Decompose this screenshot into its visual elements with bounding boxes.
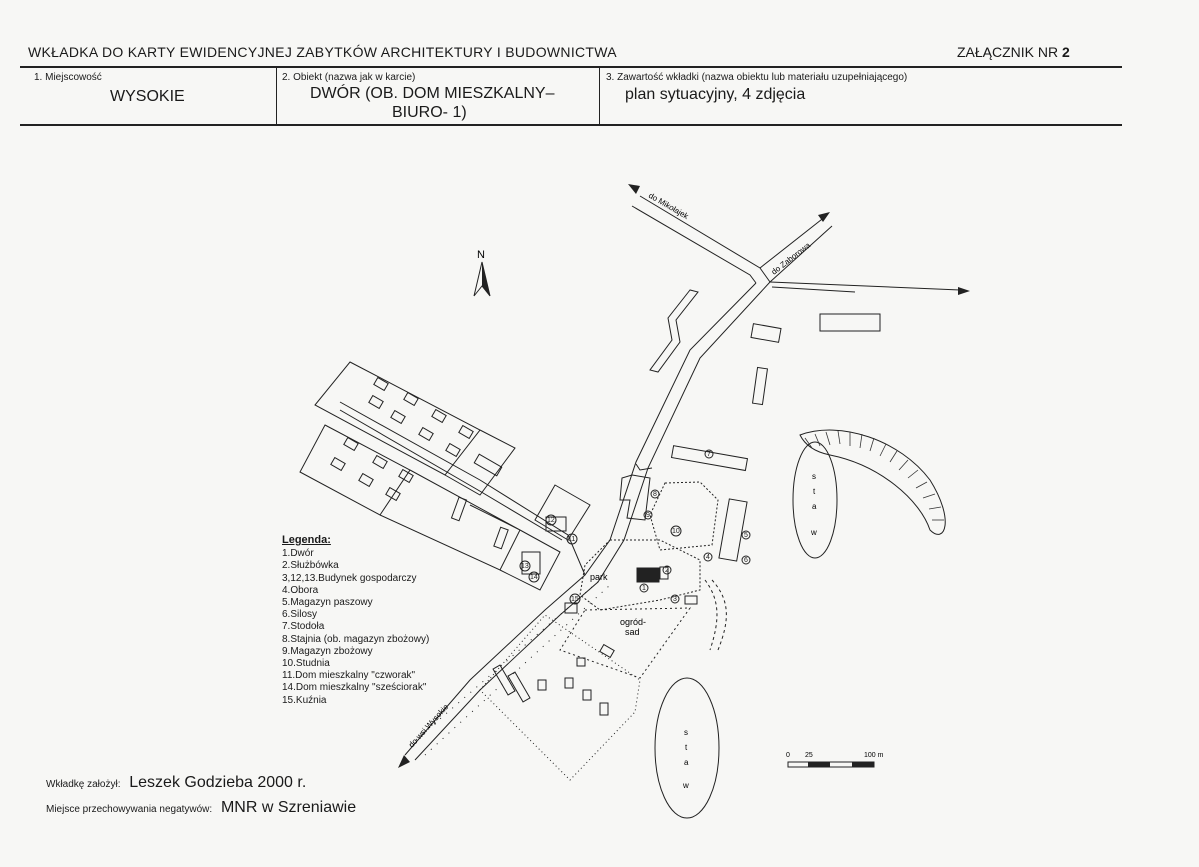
field-south — [480, 615, 640, 780]
marker-15: 15 — [571, 596, 579, 603]
legend-item: 4.Obora — [282, 584, 319, 596]
building-north-4 — [753, 367, 768, 404]
storage-row — [46, 799, 356, 817]
marker-8: 8 — [653, 491, 657, 498]
marker-10: 10 — [672, 528, 680, 535]
pond-letter: w — [811, 528, 817, 537]
marker-14: 14 — [530, 574, 538, 581]
attachment-label: ZAŁĄCZNIK NR — [957, 44, 1059, 60]
scale-start: 0 — [786, 752, 790, 759]
marker-7: 7 — [707, 451, 711, 458]
legend-item: 10.Studnia — [282, 658, 330, 670]
locality-value: WYSOKIE — [110, 88, 185, 105]
author-value: Leszek Godzieba 2000 r. — [129, 774, 307, 791]
pond-north-label — [810, 472, 817, 537]
road-mikolajki — [632, 196, 770, 283]
attachment-number-value: 2 — [1062, 44, 1070, 60]
buildings-south — [493, 645, 614, 715]
building-15 — [565, 603, 577, 613]
marker-4: 4 — [706, 554, 710, 561]
building-north-1 — [650, 290, 698, 372]
marker-3: 3 — [673, 596, 677, 603]
legend-item: 6.Silosy — [282, 609, 318, 621]
legend-item: 15.Kuźnia — [282, 694, 327, 706]
card-title: WKŁADKA DO KARTY EWIDENCYJNEJ ZABYTKÓW ARCHITEKTURY I BUDOWNICTWA — [28, 44, 617, 60]
pond-letter: w — [683, 781, 689, 790]
legend-item: 11.Dom mieszkalny "czworak" — [282, 670, 416, 682]
pond-letter: t — [685, 743, 688, 752]
marker-9: 9 — [646, 512, 650, 519]
north-arrow-icon — [474, 262, 490, 296]
legend-item: 9.Magazyn zbożowy — [282, 645, 373, 657]
building-3 — [685, 596, 697, 604]
scale-bar — [788, 762, 874, 767]
storage-label: Miejsce przechowywania negatywów: — [46, 804, 213, 815]
pond-letter: t — [813, 487, 816, 496]
legend-item: 14.Dom mieszkalny "sześciorak" — [282, 682, 427, 694]
object-value-line2: BIURO- 1) — [392, 104, 467, 121]
marker-12: 12 — [547, 517, 555, 524]
content-label: 3. Zawartość wkładki (nazwa obiektu lub materiału uzupełniającego) — [606, 72, 908, 83]
legend-item: 7.Stodoła — [282, 621, 325, 633]
track-east — [705, 580, 726, 650]
legend-title: Legenda: — [282, 534, 331, 546]
orchard-label-1: ogród- — [620, 617, 647, 627]
scale-end: 100 m — [864, 752, 884, 759]
orchard-label-2: sad — [625, 627, 640, 637]
pond-letter: a — [684, 758, 689, 767]
building-1 — [637, 568, 659, 582]
author-row — [46, 774, 306, 792]
north-label: N — [477, 249, 485, 261]
marker-2: 2 — [665, 567, 669, 574]
marker-13: 13 — [521, 563, 529, 570]
object-label: 2. Obiekt (nazwa jak w karcie) — [282, 72, 416, 83]
legend — [282, 534, 429, 707]
legend-item: 3,12,13.Budynek gospodarczy — [282, 572, 417, 584]
marker-6: 6 — [744, 557, 748, 564]
object-value-line1: DWÓR (OB. DOM MIESZKALNY– — [310, 85, 555, 102]
park-label: park — [590, 572, 608, 582]
author-label: Wkładkę założył: — [46, 779, 121, 790]
pond-north — [793, 442, 837, 558]
legend-item: 8.Stajnia (ob. magazyn zbożowy) — [282, 633, 430, 645]
road-label-wysokie: do wsi Wysokie — [406, 702, 451, 750]
pond-south-label — [682, 728, 689, 790]
legend-item: 5.Magazyn paszowy — [282, 597, 373, 609]
road-label-mikolajki: do Mikołajek — [647, 190, 691, 221]
storage-value: MNR w Szreniawie — [220, 799, 357, 816]
road-label-zaborowo: do Zaborowa — [769, 240, 813, 277]
scale-mid: 25 — [805, 752, 813, 759]
locality-label: 1. Miejscowość — [34, 72, 102, 83]
content-value: plan sytuacyjny, 4 zdjęcia — [625, 86, 806, 103]
building-north-2 — [751, 324, 781, 343]
pond-north-embankment — [800, 430, 945, 534]
marker-5: 5 — [744, 532, 748, 539]
marker-11: 11 — [568, 536, 576, 543]
building-5 — [719, 499, 747, 561]
legend-item: 1.Dwór — [282, 548, 314, 560]
road-dots — [410, 580, 610, 755]
pond-letter: s — [812, 472, 816, 481]
pond-letter: s — [684, 728, 688, 737]
courtyard — [650, 482, 718, 550]
pond-letter: a — [812, 502, 817, 511]
embankment-hachures — [805, 431, 944, 520]
marker-1: 1 — [642, 585, 646, 592]
legend-item: 2.Służbówka — [282, 560, 339, 572]
road-skometno — [770, 282, 960, 292]
building-north-3 — [820, 314, 880, 331]
